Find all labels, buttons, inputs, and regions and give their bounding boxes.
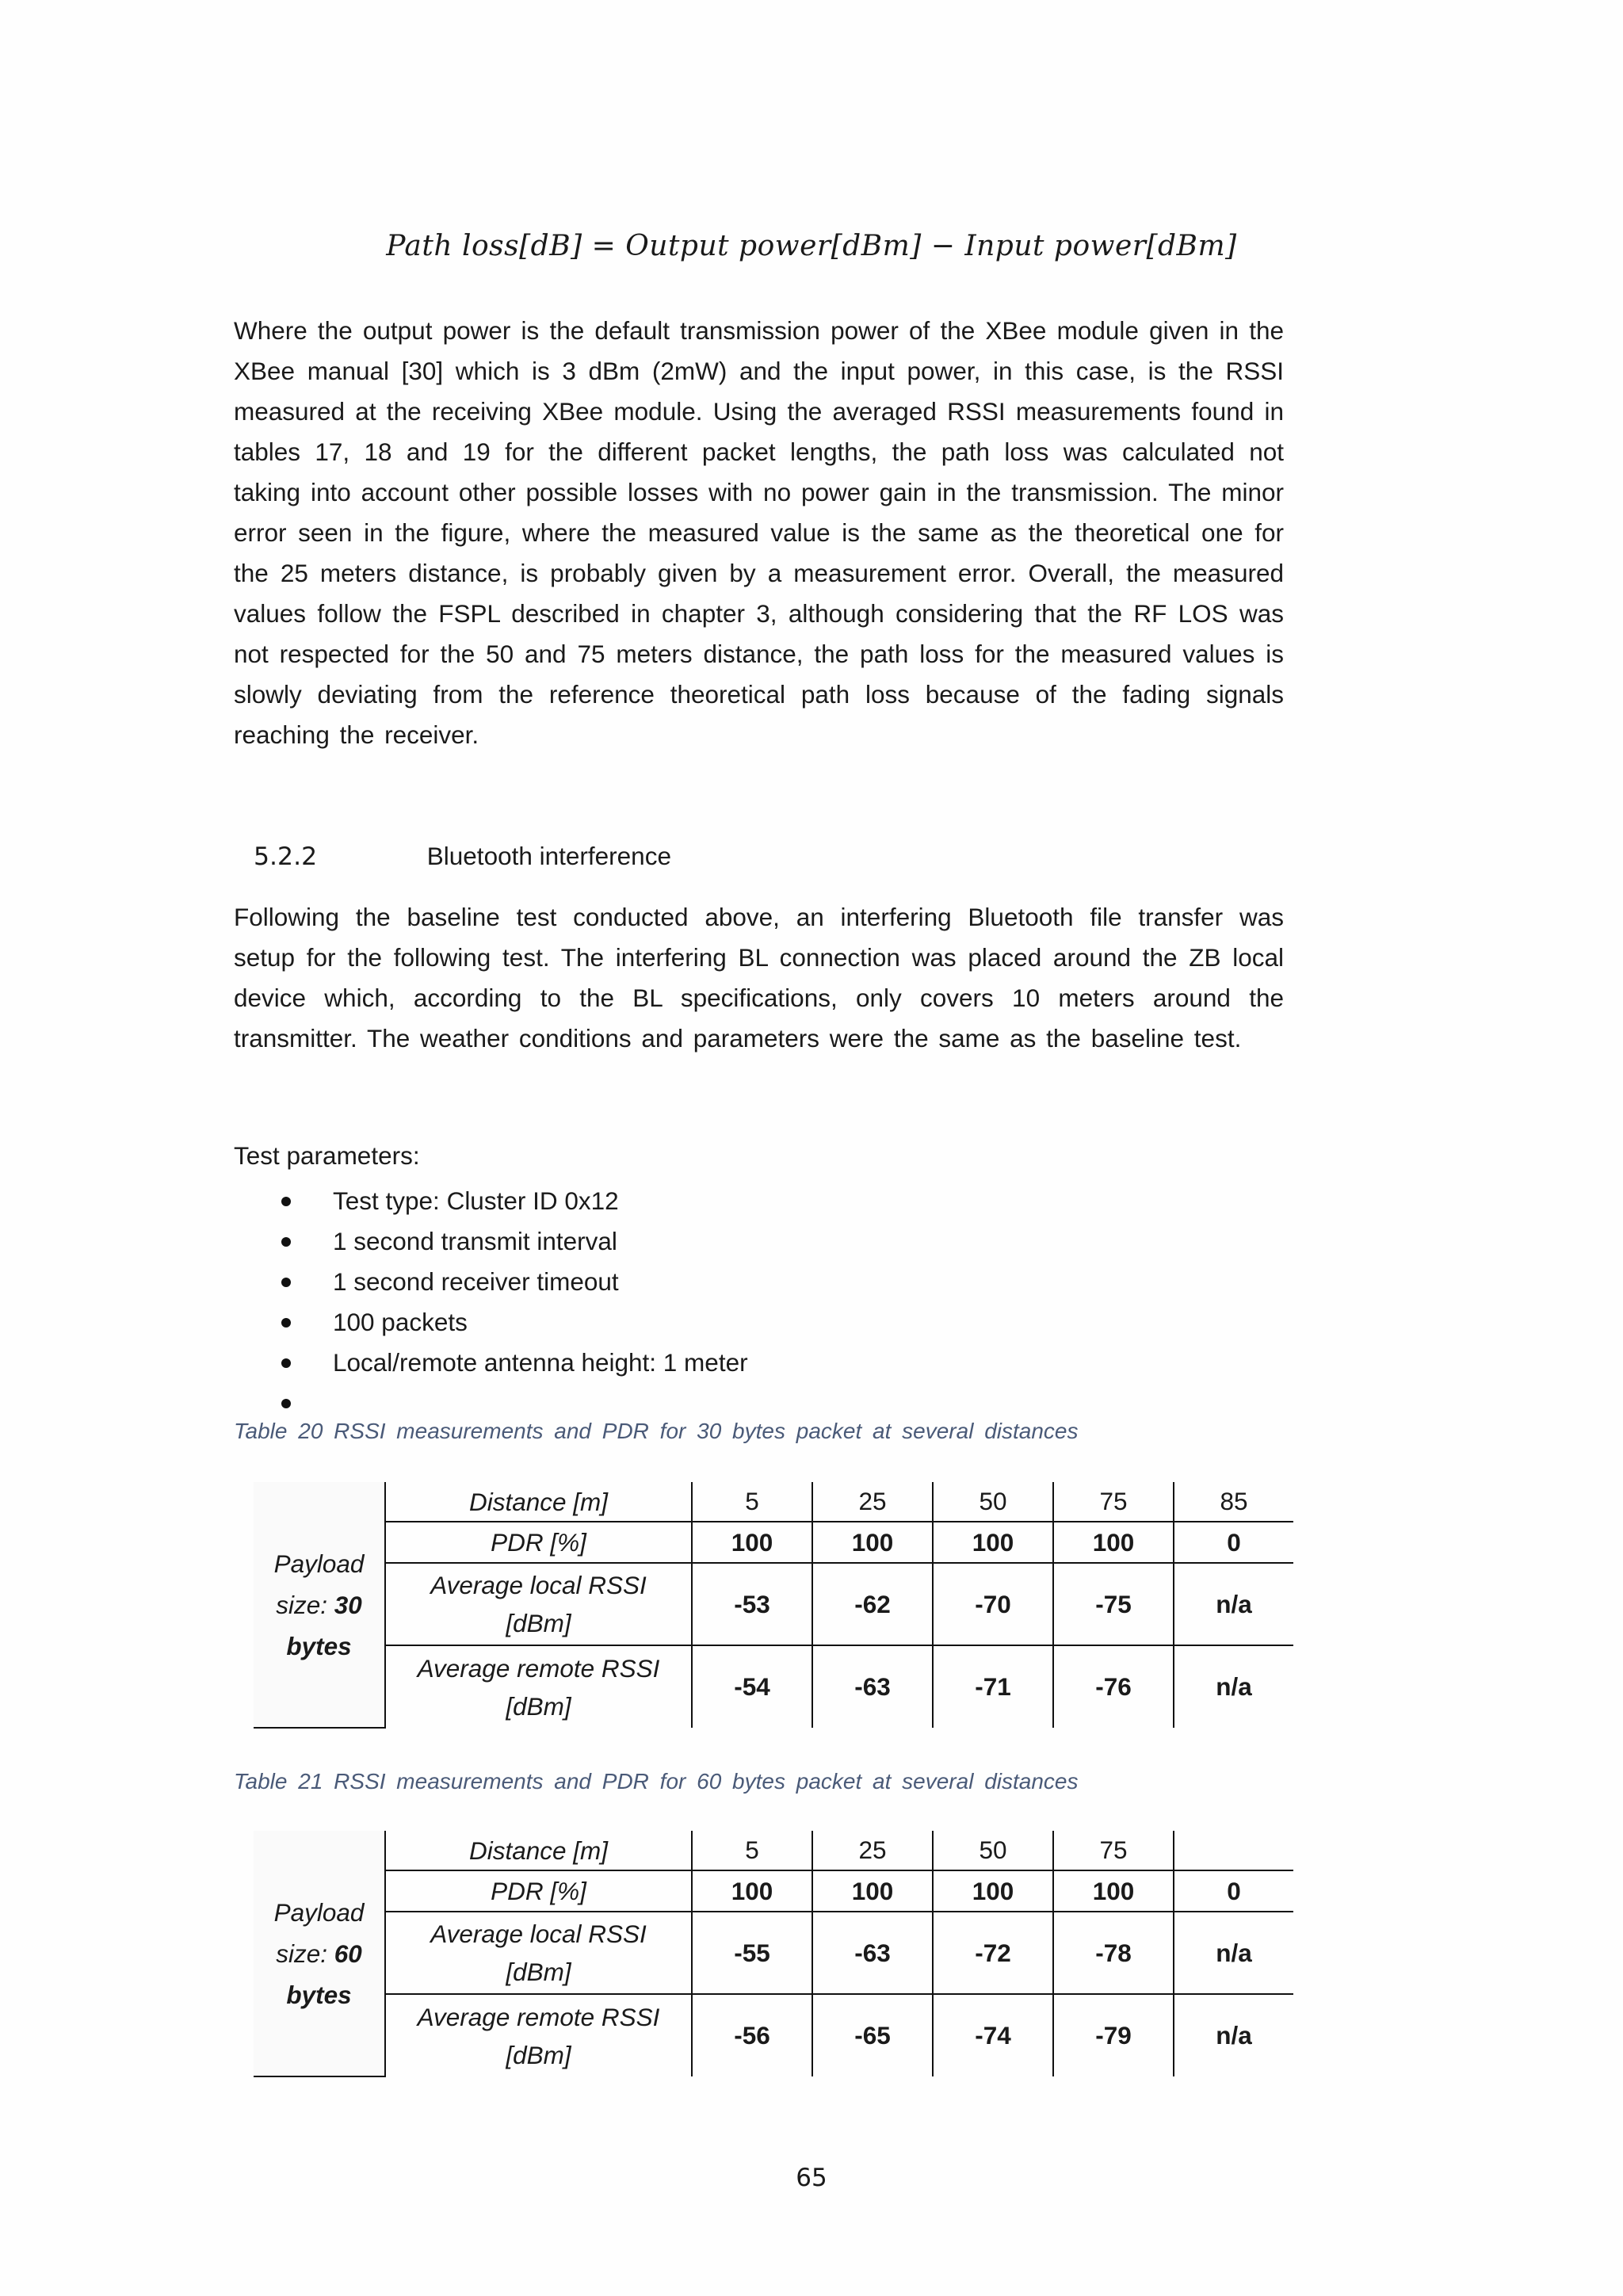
table-cell: -75	[1053, 1563, 1174, 1645]
table-21	[254, 1831, 1293, 2077]
table-cell: 100	[933, 1870, 1053, 1912]
table-cell: 25	[812, 1831, 933, 1870]
paragraph-bluetooth: Following the baseline test conducted above, an interfering Bluetooth file transfer was setup for the following test. The interfering BL connection was placed around the ZB local device which, according to the BL specifications, only covers 10 meters around the transmitter. The weather conditions and parameters were the same as the baseline test.	[234, 903, 1284, 1052]
table-cell: -70	[933, 1563, 1053, 1645]
list-item: 1 second receiver timeout	[281, 1262, 748, 1302]
bullet-icon	[281, 1399, 291, 1408]
row-header: PDR [%]	[385, 1870, 692, 1912]
table-cell: -53	[692, 1563, 812, 1645]
table-row	[254, 1831, 1293, 1870]
paragraph-path-loss: Where the output power is the default transmission power of the XBee module given in the XBee manual [30] which is 3 dBm (2mW) and the input power, in this case, is the RSSI measured at the receiving XBee module. Using the averaged RSSI measurements found in tables 17, 18 and 19 for the different packet lengths, the path loss was calculated not taking into account other possible losses with no power gain in the transmission. The minor error seen in the figure, where the measured value is the same as the theoretical one for the 25 meters distance, is probably given by a measurement error. Overall, the measured values follow the FSPL described in chapter 3, although considering that the RF LOS was not respected for the 50 and 75 meters distance, the path loss for the measured values is slowly deviating from the reference theoretical path loss because of the fading signals reaching the receiver.	[234, 316, 1284, 749]
table-20	[254, 1482, 1293, 1729]
table-row	[254, 1522, 1293, 1563]
table-cell: -65	[812, 1994, 933, 2076]
table-cell: -76	[1053, 1645, 1174, 1728]
section-number: 5.2.2	[254, 842, 318, 871]
table-cell: -62	[812, 1563, 933, 1645]
row-header: Average local RSSI [dBm]	[385, 1912, 692, 1994]
list-item: 100 packets	[281, 1302, 748, 1343]
row-header: Average local RSSI [dBm]	[385, 1563, 692, 1645]
table-cell: 100	[933, 1522, 1053, 1563]
table-cell: 100	[1053, 1522, 1174, 1563]
row-header: Average remote RSSI [dBm]	[385, 1994, 692, 2076]
table-cell: 100	[692, 1870, 812, 1912]
payload-size-label: Payload size: 30 bytes	[254, 1482, 385, 1728]
table-cell: -71	[933, 1645, 1053, 1728]
page-number: 65	[796, 2164, 827, 2192]
table-cell: -54	[692, 1645, 812, 1728]
table-cell: 5	[692, 1831, 812, 1870]
table-cell: 100	[692, 1522, 812, 1563]
table-cell: 0	[1174, 1870, 1293, 1912]
table-cell: n/a	[1174, 1912, 1293, 1994]
table-cell: 5	[692, 1482, 812, 1522]
table-row	[254, 1645, 1293, 1728]
table-cell: n/a	[1216, 1672, 1252, 1701]
table-20-caption: Table 20 RSSI measurements and PDR for 30 bytes packet at several distances	[234, 1419, 1079, 1443]
table-cell: -63	[812, 1912, 933, 1994]
path-loss-formula: Path loss[dB] = Output power[dBm] − Input power[dBm]	[386, 230, 1237, 262]
table-row	[254, 1563, 1293, 1645]
row-header: Average remote RSSI [dBm]	[385, 1645, 692, 1728]
table-cell: -55	[692, 1912, 812, 1994]
list-item: Local/remote antenna height: 1 meter	[281, 1343, 748, 1383]
table-cell: -56	[692, 1994, 812, 2076]
table-cell: n/a	[1174, 1563, 1293, 1645]
table-cell: 75	[1053, 1482, 1174, 1522]
test-parameters-list	[281, 1181, 748, 1423]
table-cell: 25	[812, 1482, 933, 1522]
bullet-icon	[281, 1237, 291, 1247]
section-heading	[254, 842, 671, 871]
table-row	[254, 1482, 1293, 1522]
row-header: Distance [m]	[385, 1831, 692, 1870]
table-cell: -72	[933, 1912, 1053, 1994]
bullet-icon	[281, 1318, 291, 1328]
table-cell: -78	[1053, 1912, 1174, 1994]
table-cell: 75	[1053, 1831, 1174, 1870]
bullet-icon	[281, 1278, 291, 1287]
section-title: Bluetooth interference	[426, 842, 671, 870]
table-cell: -74	[933, 1994, 1053, 2076]
table-cell	[1174, 1831, 1293, 1870]
table-cell: -63	[812, 1645, 933, 1728]
table-cell: 50	[933, 1831, 1053, 1870]
table-cell: 100	[812, 1522, 933, 1563]
table-cell: 85	[1174, 1482, 1293, 1522]
bullet-icon	[281, 1358, 291, 1368]
row-header: Distance [m]	[385, 1482, 692, 1522]
table-cell: n/a	[1216, 2021, 1252, 2050]
list-item: 1 second transmit interval	[281, 1221, 748, 1262]
payload-size-label: Payload size: 60 bytes	[254, 1831, 385, 2076]
table-21-caption: Table 21 RSSI measurements and PDR for 60 bytes packet at several distances	[234, 1769, 1079, 1794]
list-item	[281, 1383, 748, 1423]
table-row	[254, 1994, 1293, 2076]
table-row	[254, 1870, 1293, 1912]
table-cell: 100	[812, 1870, 933, 1912]
table-cell: -79	[1053, 1994, 1174, 2076]
test-parameters-label: Test parameters:	[234, 1141, 420, 1170]
table-cell: 0	[1174, 1522, 1293, 1563]
table-cell: 50	[933, 1482, 1053, 1522]
row-header: PDR [%]	[385, 1522, 692, 1563]
table-cell: 100	[1053, 1870, 1174, 1912]
table-row	[254, 1912, 1293, 1994]
bullet-icon	[281, 1197, 291, 1206]
list-item: Test type: Cluster ID 0x12	[281, 1181, 748, 1221]
